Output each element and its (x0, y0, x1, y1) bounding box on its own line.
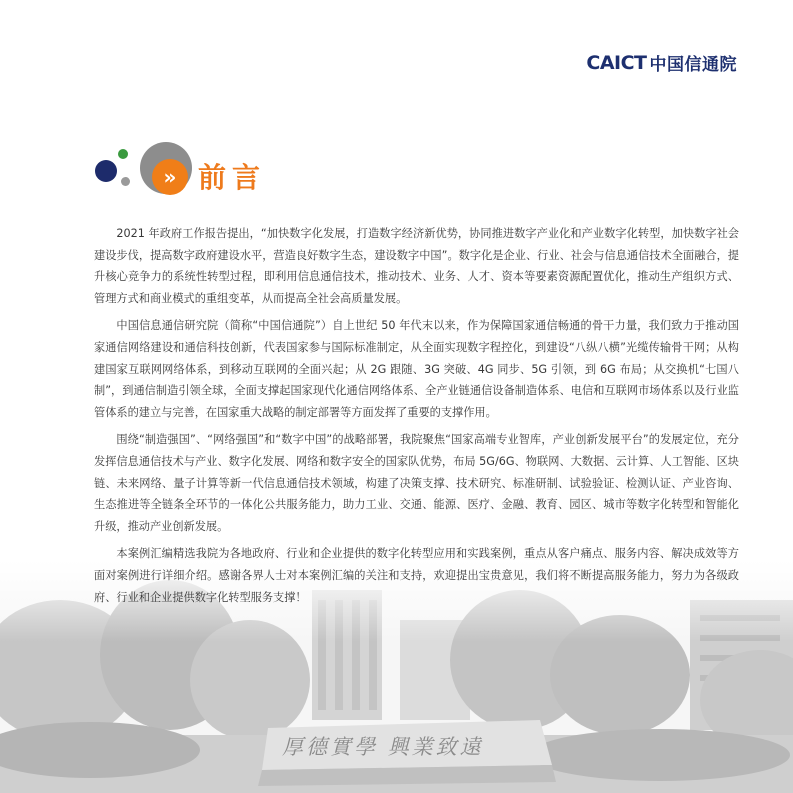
chevron-double-right-icon: » (152, 159, 188, 195)
gray-dot-icon (121, 177, 130, 186)
paragraph: 中国信息通信研究院（简称“中国信通院”）自上世纪 50 年代末以来，作为保障国家通信畅通的骨干力量，我们致力于推动国家通信网络建设和通信科技创新，代表国家参与国际标准制定，从全面实现数字程控化，到建设“八纵八横”光缆传输骨干网；从构建国家互联网网络体系，到移动互联网的全面兴起；从 2G 跟随、3G 突破、4G 同步、5G 引领，到 6G 布局；从交换机“七国八制”，到通信制造引领全球，全面支撑起国家现代化通信网络体系、全产业链通信设备制造体系、电信和互联网市场体系以及行业监管体系的建立与完善，在国家重大战略的制定部署等方面发挥了重要的支撑作用。 (94, 319, 739, 419)
caict-logo (586, 50, 737, 75)
paragraph: 本案例汇编精选我院为各地政府、行业和企业提供的数字化转型应用和实践案例，重点从客户痛点、服务内容、解决成效等方面对案例进行详细介绍。感谢各界人士对本案例汇编的关注和支持，欢迎提出宝贵意见，我们将不断提高服务能力，努力为各级政府、行业和企业提供数字化转型服务支撑！ (94, 547, 739, 604)
preface-body (94, 223, 739, 614)
logo-chinese-text: 中国信通院 (649, 55, 737, 75)
section-title: 前言 (198, 161, 267, 194)
paragraph: 2021 年政府工作报告提出，“加快数字化发展，打造数字经济新优势，协同推进数字产业化和产业数字化转型，加快数字社会建设步伐，提高数字政府建设水平，营造良好数字生态，建设数字中国”。数字化是企业、行业、社会与信息通信技术全面融合，提升核心竞争力的系统性转型过程，即利用信息通信技术，推动技术、业务、人才、资本等要素资源配置优化，推动生产组织方式、管理方式和商业模式的重组变革，从而提高全社会高质量发展。 (94, 227, 739, 305)
navy-dot-icon (95, 160, 117, 182)
green-dot-icon (118, 149, 128, 159)
logo-latin-text: CAICT (586, 51, 647, 74)
paragraph: 围绕“制造强国”、“网络强国”和“数字中国”的战略部署，我院聚焦“国家高端专业智库，产业创新发展平台”的发展定位，充分发挥信息通信技术与产业、数字化发展、网络和数字安全的国家队优势，布局 5G/6G、物联网、大数据、云计算、人工智能、区块链、未来网络、量子计算等新一代信息通信技术领域，构建了决策支撑、技术研究、标准研制、试验验证、检测认证、产业咨询、生态推进等全链条全环节的一体化公共服务能力，助力工业、交通、能源、医疗、金融、教育、园区、城市等数字化转型和智能化升级，推动产业创新发展。 (94, 433, 739, 533)
